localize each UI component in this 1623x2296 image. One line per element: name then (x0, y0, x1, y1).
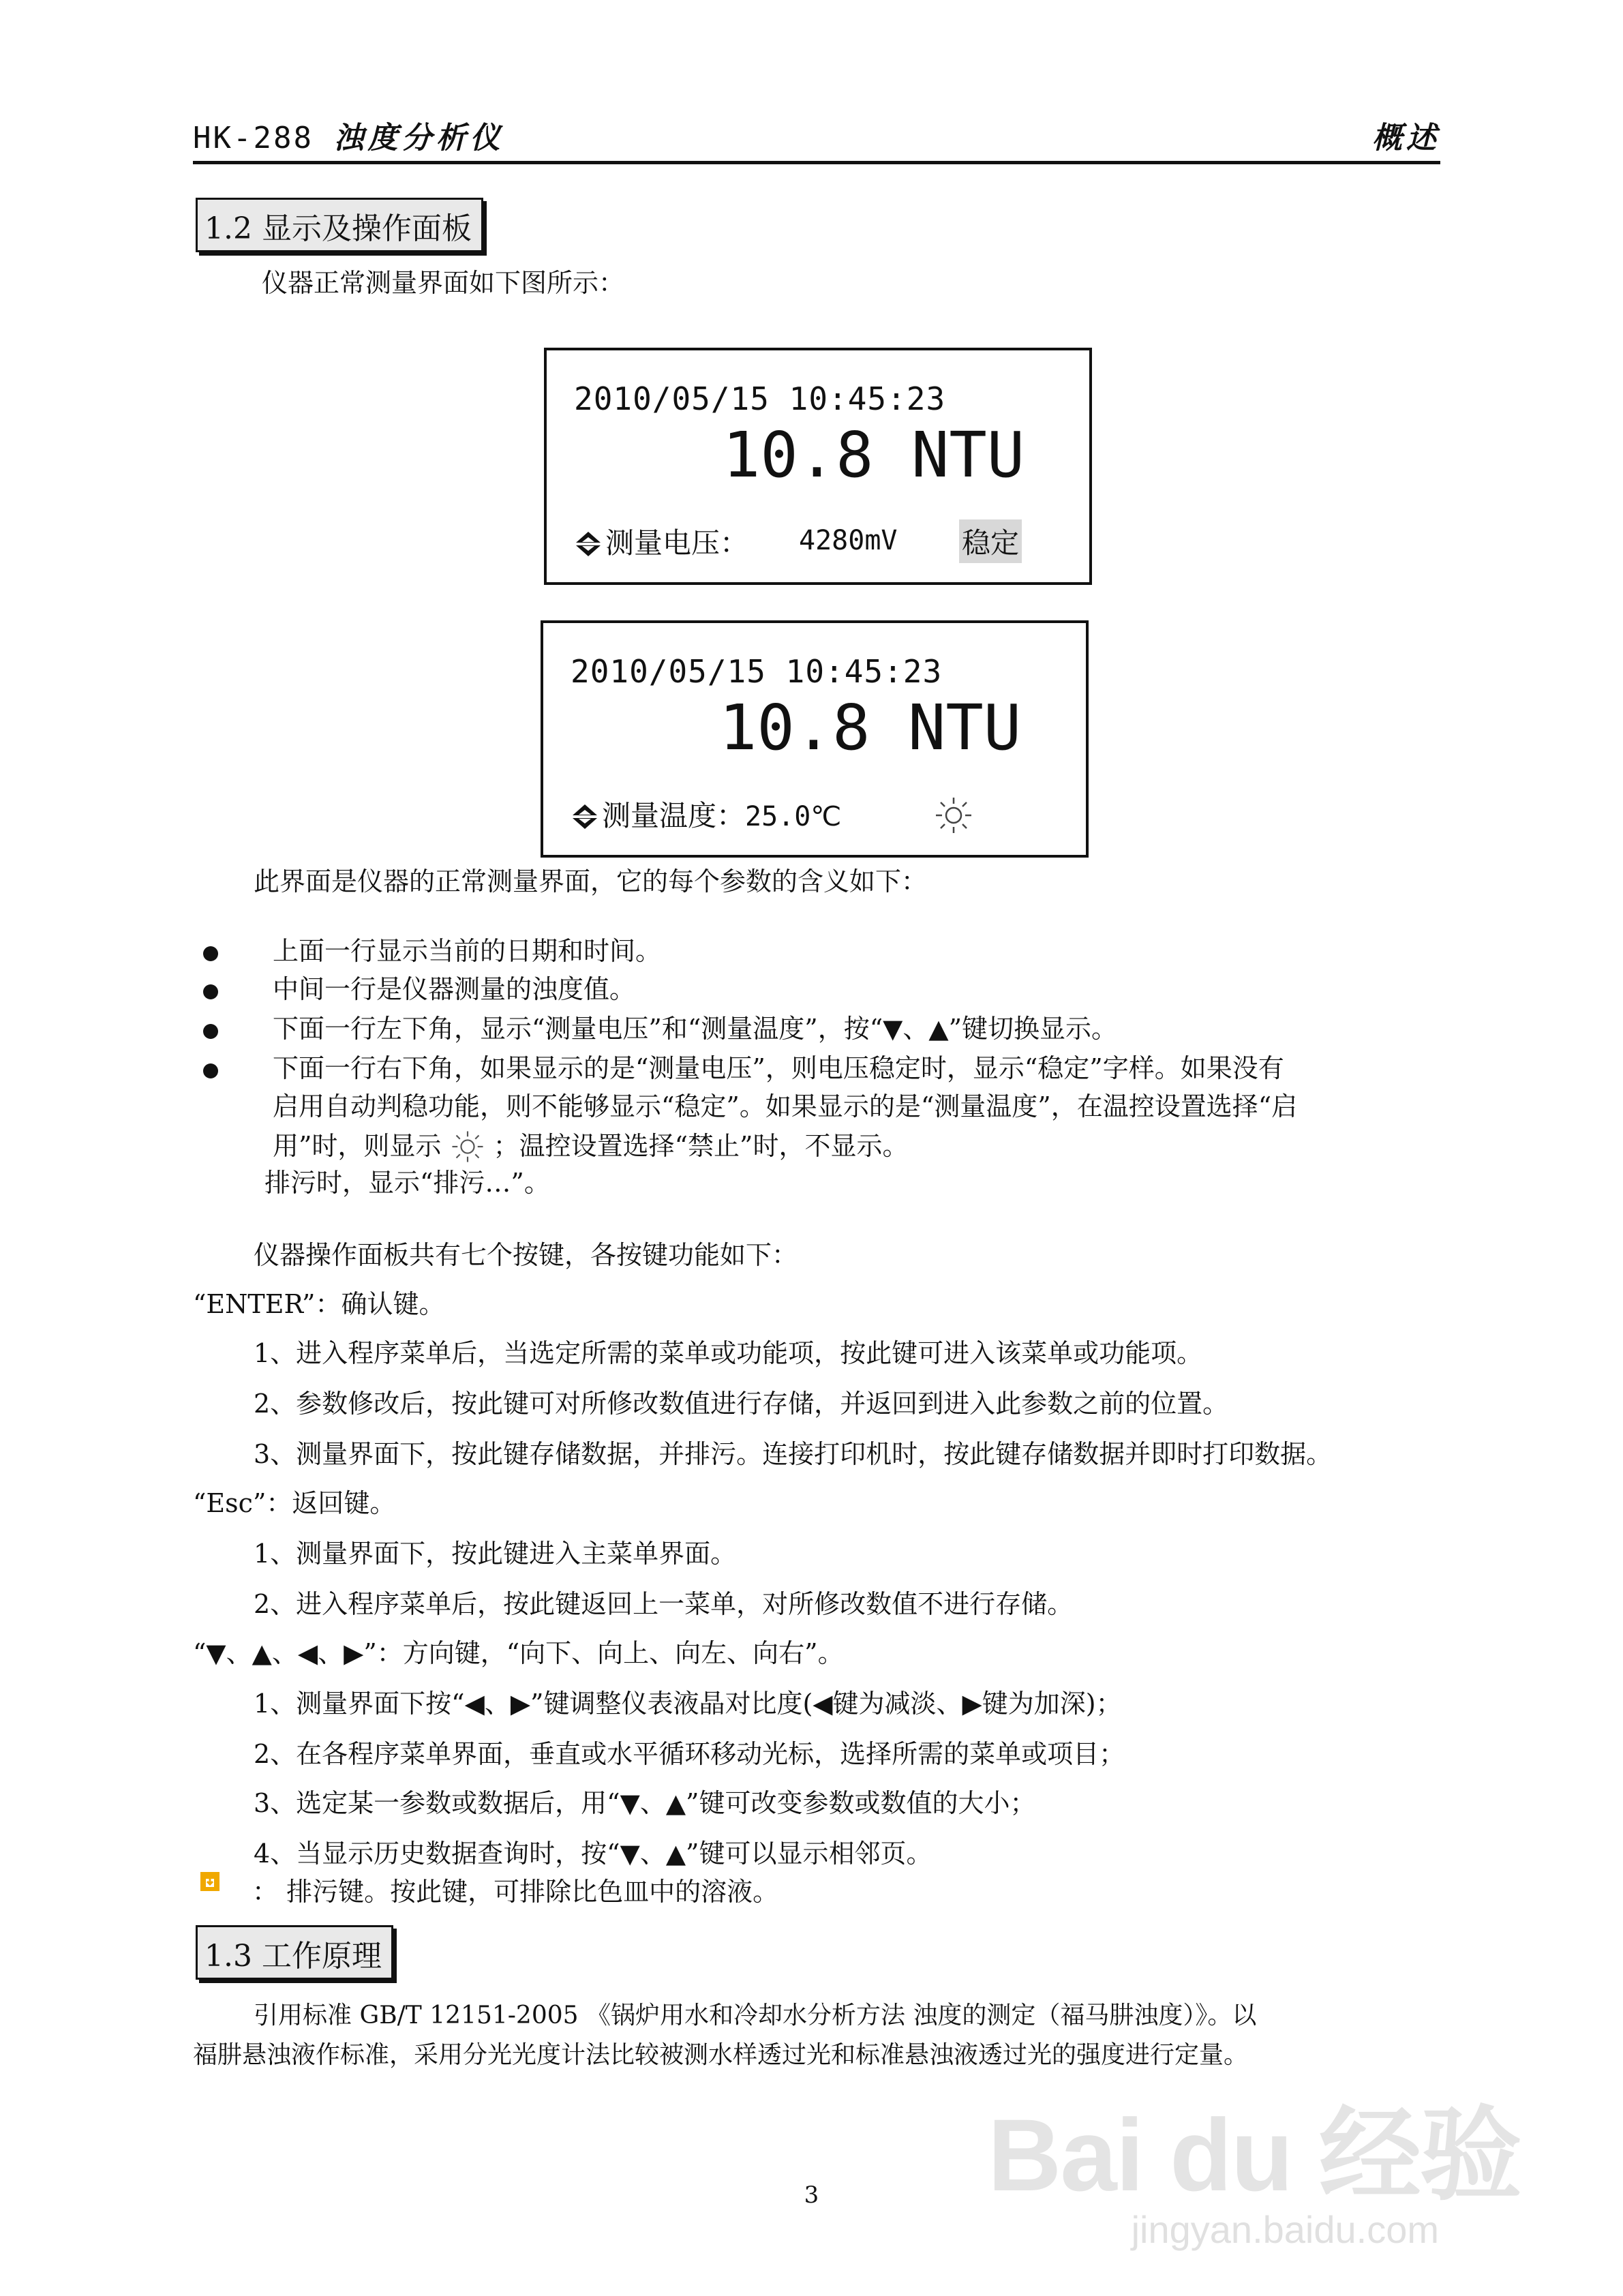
up-down-toggle-icon (574, 530, 603, 558)
keys-intro: 仪器操作面板共有七个按键，各按键功能如下： (254, 1240, 798, 1270)
arrow-item: 2、在各程序菜单界面，垂直或水平循环移动光标，选择所需的菜单或项目； (254, 1739, 1125, 1769)
bullet-dot (203, 1024, 218, 1039)
sun-temp-control-icon (933, 795, 974, 836)
sun-temp-control-icon (450, 1129, 485, 1164)
bullet4-text-b: ；温控设置选择“禁止”时，不显示。 (493, 1131, 909, 1161)
baidu-watermark-url: jingyan.baidu.com (1131, 2208, 1439, 2251)
bullet-item-continued: 启用自动判稳功能，则不能够显示“稳定”。如果显示的是“测量温度”，在温控设置选择“启 (273, 1091, 1298, 1121)
lcd1-bottom-row (574, 521, 748, 562)
bullet-dot (203, 984, 218, 999)
drain-key-text: ： 排污键。按此键，可排除比色皿中的溶液。 (252, 1877, 779, 1907)
explain-intro: 此界面是仪器的正常测量界面，它的每个参数的含义如下： (254, 866, 928, 896)
esc-key-title: “Esc”：返回键。 (193, 1488, 396, 1518)
bullet-item-continued (273, 1129, 908, 1164)
esc-item: 1、测量界面下，按此键进入主菜单界面。 (254, 1539, 737, 1569)
lcd-screen-voltage (544, 348, 1092, 585)
up-down-toggle-icon (571, 802, 599, 831)
bullet-dot (203, 946, 218, 961)
principle-line-1: 引用标准 GB/T 12151-2005 《锅炉用水和冷却水分析方法 浊度的测定（福马肼浊度）》。以 (254, 2002, 1257, 2029)
lcd2-datetime: 2010/05/15 10:45:23 (571, 653, 943, 690)
arrow-item: 4、当显示历史数据查询时，按“▼、▲”键可以显示相邻页。 (254, 1839, 932, 1869)
esc-item: 2、进入程序菜单后，按此键返回上一菜单，对所修改数值不进行存储。 (254, 1589, 1074, 1619)
arrow-item: 3、选定某一参数或数据后，用“▼、▲”键可改变参数或数值的大小； (254, 1788, 1036, 1818)
lcd1-datetime: 2010/05/15 10:45:23 (574, 380, 946, 417)
enter-item: 3、测量界面下，按此键存储数据，并排污。连接打印机时，按此键存储数据并即时打印数据。 (254, 1439, 1333, 1469)
bullet-item: 下面一行左下角，显示“测量电压”和“测量温度”，按“▼、▲”键切换显示。 (273, 1014, 1118, 1044)
page-number: 3 (804, 2181, 819, 2209)
bullet4-text-a: 用”时，则显示 (273, 1131, 442, 1161)
enter-key-title: “ENTER”：确认键。 (193, 1289, 445, 1319)
arrow-keys-title: “▼、▲、◀、▶”：方向键，“向下、向上、向左、向右”。 (193, 1638, 844, 1668)
section-1-2-intro: 仪器正常测量界面如下图所示： (262, 268, 625, 298)
lcd2-label: 测量温度： (602, 799, 746, 832)
enter-item: 2、参数修改后，按此键可对所修改数值进行存储，并返回到进入此参数之前的位置。 (254, 1389, 1229, 1419)
principle-line-2: 福肼悬浊液作标准，采用分光光度计法比较被测水样透过光和标准悬浊液透过光的强度进行定量。 (193, 2041, 1249, 2069)
bullet-dot (203, 1063, 218, 1078)
doc-header-left (193, 113, 504, 157)
baidu-watermark-logo: Bai du 经验 (987, 2098, 1521, 2212)
lcd2-bottom-row (571, 794, 841, 834)
enter-item: 1、进入程序菜单后，当选定所需的菜单或功能项，按此键可进入该菜单或功能项。 (254, 1338, 1203, 1368)
lcd-screen-temperature (541, 620, 1089, 858)
bullet-item: 中间一行是仪器测量的浊度值。 (273, 974, 636, 1004)
drain-note: 排污时，显示“排污…”。 (264, 1168, 550, 1198)
header-rule (193, 161, 1440, 164)
lcd2-temp-value: 25.0℃ (745, 801, 842, 832)
product-label: 浊度分析仪 (333, 121, 504, 155)
doc-header-section: 概述 (1372, 121, 1440, 155)
lcd2-reading: 10.8 NTU (719, 691, 1022, 764)
lcd1-voltage-value: 4280mV (799, 525, 898, 556)
section-1-2-title: 1.2 显示及操作面板 (196, 198, 483, 252)
drain-key-icon (198, 1869, 222, 1894)
bullet-item: 下面一行右下角，如果显示的是“测量电压”，则电压稳定时，显示“稳定”字样。如果没有 (273, 1053, 1284, 1083)
lcd1-reading: 10.8 NTU (723, 419, 1025, 492)
lcd1-label: 测量电压： (605, 526, 749, 560)
section-1-3-title: 1.3 工作原理 (196, 1925, 393, 1980)
arrow-item: 1、测量界面下按“◀、▶”键调整仪表液晶对比度(◀键为减淡、▶键为加深)； (254, 1689, 1122, 1719)
model-label: HK-288 (193, 121, 314, 155)
bullet-item: 上面一行显示当前的日期和时间。 (273, 936, 662, 966)
lcd1-stable-badge: 稳定 (959, 519, 1022, 563)
